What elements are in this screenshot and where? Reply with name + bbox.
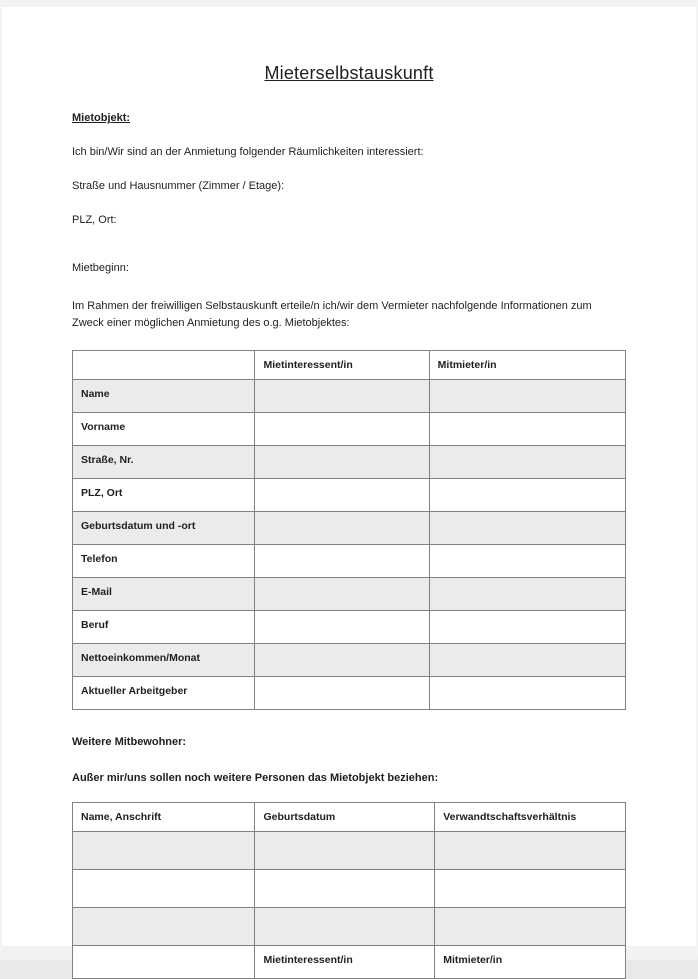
input-cell-mietinteressent: [255, 413, 429, 446]
input-cell-mitmieter: [429, 512, 625, 545]
input-cell-mietinteressent: [255, 380, 429, 413]
street-line: Straße und Hausnummer (Zimmer / Etage):: [72, 180, 285, 192]
disclosure-paragraph: Im Rahmen der freiwilligen Selbstauskunft erteile/n ich/wir dem Vermieter nachfolgende Informationen zum Zweck einer möglichen Anmietung des o.g. Mietobjektes:: [72, 300, 592, 330]
table-row: [73, 870, 626, 908]
row-label-strasse: Straße, Nr.: [73, 446, 255, 479]
input-cell-mitmieter: [429, 677, 625, 710]
input-cell-mitmieter: [429, 479, 625, 512]
input-cell-verwandtschaft: [435, 832, 626, 870]
input-cell-mitmieter: [429, 413, 625, 446]
table-row: [73, 677, 626, 710]
input-cell-mietinteressent: [255, 512, 429, 545]
row-label-name: Name: [73, 380, 255, 413]
input-cell-name-anschrift: [73, 832, 255, 870]
cohabitant-table-footer-row: [73, 946, 626, 979]
input-cell-verwandtschaft: [435, 870, 626, 908]
cohabitants-subheading: Außer mir/uns sollen noch weitere Personen das Mietobjekt beziehen:: [72, 772, 439, 785]
row-label-nettoeinkommen: Nettoeinkommen/Monat: [73, 644, 255, 677]
table-row: [73, 413, 626, 446]
table-row: [73, 512, 626, 545]
input-cell-mitmieter: [429, 545, 625, 578]
row-label-telefon: Telefon: [73, 545, 255, 578]
applicant-header-mitmieter: Mitmieter/in: [429, 351, 625, 380]
footer-cell-empty: [73, 946, 255, 979]
input-cell-mietinteressent: [255, 578, 429, 611]
table-row: [73, 832, 626, 870]
input-cell-mietinteressent: [255, 611, 429, 644]
input-cell-mietinteressent: [255, 446, 429, 479]
footer-header-mietinteressent: Mietinteressent/in: [255, 946, 435, 979]
cohabitant-header-verwandtschaft: Verwandtschaftsverhältnis: [435, 803, 626, 832]
footer-header-mitmieter: Mitmieter/in: [435, 946, 626, 979]
input-cell-mitmieter: [429, 611, 625, 644]
table-row: [73, 479, 626, 512]
input-cell-mietinteressent: [255, 677, 429, 710]
row-label-geburtsdatum: Geburtsdatum und -ort: [73, 512, 255, 545]
input-cell-mietinteressent: [255, 644, 429, 677]
cohabitant-table: [72, 802, 626, 979]
input-cell-name-anschrift: [73, 908, 255, 946]
cohabitant-header-geburtsdatum: Geburtsdatum: [255, 803, 435, 832]
cohabitant-table-header-row: [73, 803, 626, 832]
row-label-beruf: Beruf: [73, 611, 255, 644]
table-row: [73, 380, 626, 413]
applicant-table: [72, 350, 626, 710]
table-row: [73, 644, 626, 677]
applicant-header-mietinteressent: Mietinteressent/in: [255, 351, 429, 380]
input-cell-verwandtschaft: [435, 908, 626, 946]
table-row: [73, 578, 626, 611]
table-row: [73, 545, 626, 578]
input-cell-mitmieter: [429, 446, 625, 479]
rental-start-line: Mietbeginn:: [72, 262, 129, 274]
cohabitant-header-name-anschrift: Name, Anschrift: [73, 803, 255, 832]
city-line: PLZ, Ort:: [72, 214, 117, 226]
input-cell-mitmieter: [429, 578, 625, 611]
input-cell-mietinteressent: [255, 479, 429, 512]
input-cell-geburtsdatum: [255, 908, 435, 946]
table-row: [73, 611, 626, 644]
section-heading-mietobjekt: Mietobjekt:: [72, 112, 131, 124]
input-cell-mietinteressent: [255, 545, 429, 578]
cohabitants-heading: Weitere Mitbewohner:: [72, 736, 187, 749]
row-label-plz-ort: PLZ, Ort: [73, 479, 255, 512]
spacer: [72, 784, 626, 802]
input-cell-mitmieter: [429, 644, 625, 677]
page-title: Mieterselbstauskunft: [264, 63, 434, 83]
input-cell-geburtsdatum: [255, 832, 435, 870]
input-cell-mitmieter: [429, 380, 625, 413]
table-row: [73, 908, 626, 946]
input-cell-geburtsdatum: [255, 870, 435, 908]
input-cell-name-anschrift: [73, 870, 255, 908]
row-label-arbeitgeber: Aktueller Arbeitgeber: [73, 677, 255, 710]
interest-line: Ich bin/Wir sind an der Anmietung folgender Räumlichkeiten interessiert:: [72, 146, 424, 158]
applicant-table-header-row: [73, 351, 626, 380]
row-label-vorname: Vorname: [73, 413, 255, 446]
applicant-header-empty: [73, 351, 255, 380]
table-row: [73, 446, 626, 479]
row-label-email: E-Mail: [73, 578, 255, 611]
